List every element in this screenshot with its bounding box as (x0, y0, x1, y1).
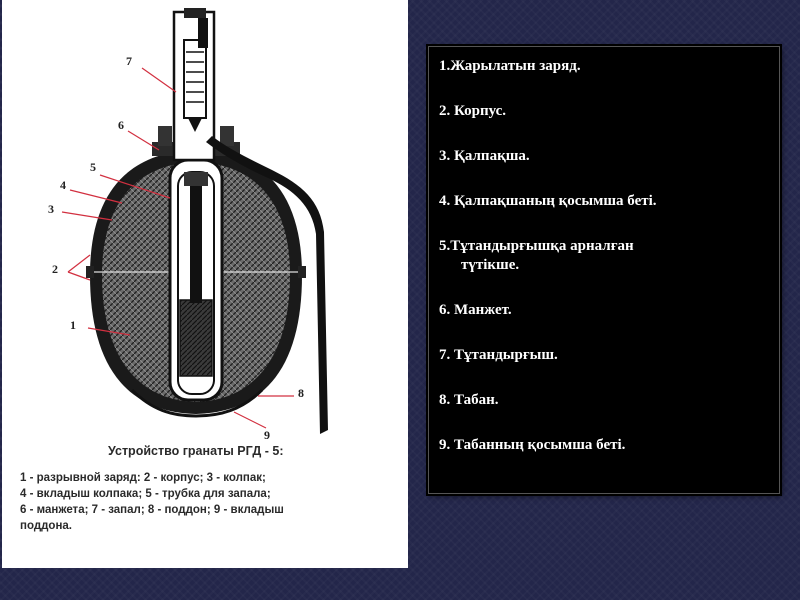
callout-8: 8 (298, 386, 304, 400)
legend-item: 4. Қалпақшаның қосымша беті. (439, 193, 657, 209)
legend-item: 9. Табанның қосымша беті. (439, 437, 626, 453)
callout-1: 1 (70, 318, 76, 332)
legend-item: 6. Манжет. (439, 302, 512, 318)
callout-2: 2 (52, 262, 58, 276)
caption-line: поддона. (20, 520, 72, 532)
legend-item: 8. Табан. (439, 392, 499, 408)
callout-7: 7 (126, 54, 132, 68)
caption-line: 1 - разрывной заряд: 2 - корпус; 3 - колпак; (20, 472, 266, 484)
figure-caption (20, 470, 404, 534)
legend-item: 2. Корпус. (439, 103, 507, 119)
callout-5: 5 (90, 160, 96, 174)
figure-caption-title: Устройство гранаты РГД - 5: (108, 444, 284, 458)
callout-4: 4 (60, 178, 66, 192)
legend-list (429, 47, 779, 455)
callout-9: 9 (264, 428, 270, 442)
callout-3: 3 (48, 202, 54, 216)
grenade-diagram-panel (2, 0, 408, 568)
legend-item: 7. Тұтандырғыш. (439, 347, 558, 363)
caption-line: 6 - манжета; 7 - запал; 8 - поддон; 9 - вкладыш (20, 504, 284, 516)
legend-item: 1.Жарылатын заряд. (439, 58, 581, 74)
callout-6: 6 (118, 118, 124, 132)
legend-item: 5.Тұтандырғышқа арналған түтікше. (439, 238, 634, 273)
legend-item: 3. Қалпақша. (439, 148, 530, 164)
caption-line: 4 - вкладыш колпака; 5 - трубка для запала; (20, 488, 271, 500)
legend-panel (428, 46, 780, 494)
